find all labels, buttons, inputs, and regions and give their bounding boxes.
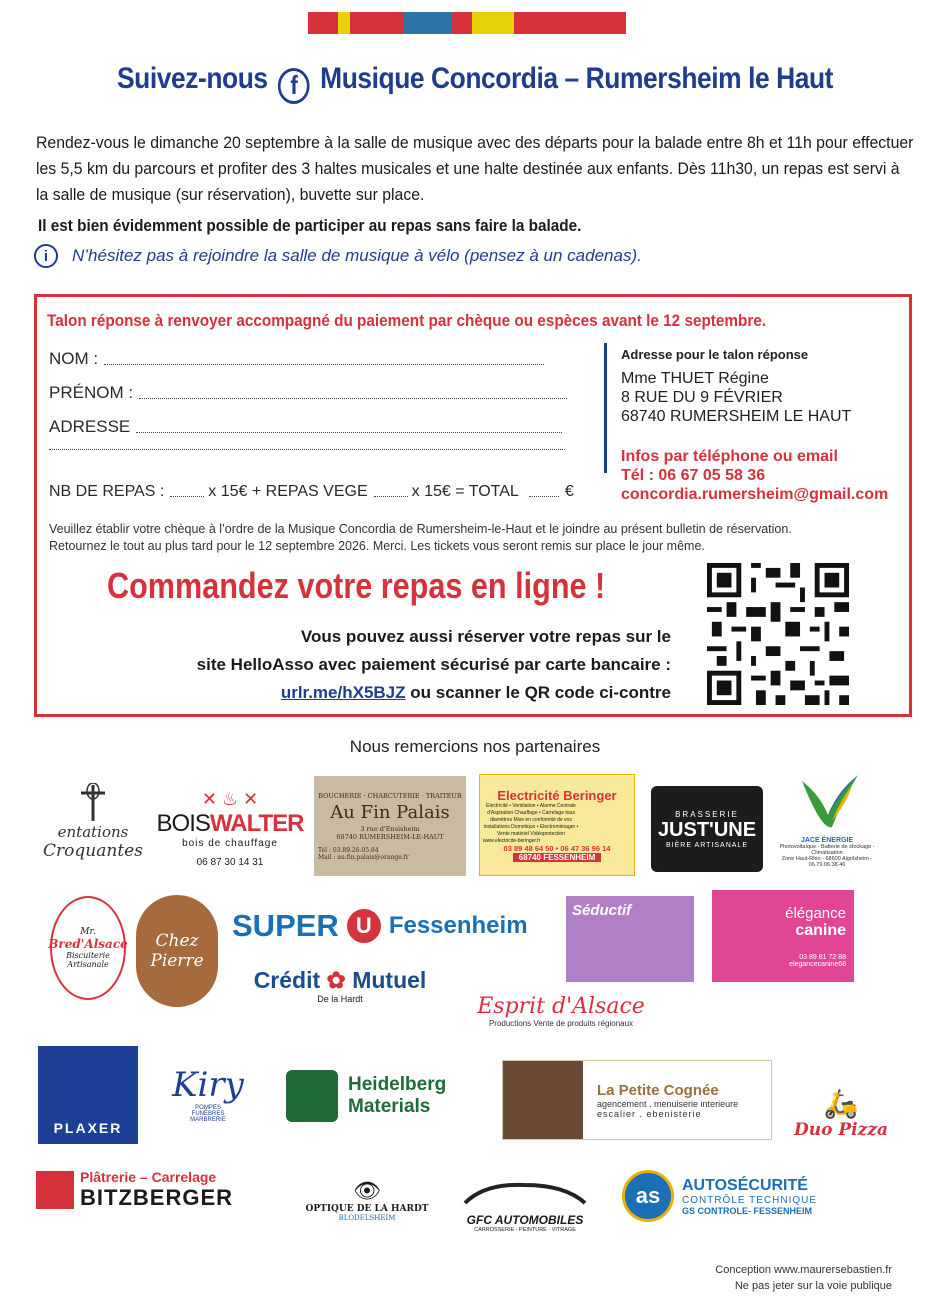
contact-block <box>621 447 888 504</box>
cta-text <box>197 623 671 707</box>
logo-autosecurite <box>622 1170 842 1222</box>
elegance-fb: elegancecanine68 <box>789 960 846 968</box>
logo-heidelberg-materials <box>286 1068 486 1124</box>
eye-icon: 👁 <box>353 1178 381 1204</box>
autosecurite-badge: as <box>622 1170 674 1222</box>
contact-email[interactable]: concordia.rumersheim@gmail.com <box>621 486 889 503</box>
logo-bred-alsace <box>50 896 126 1000</box>
repas-price: x 15€ + REPAS VEGE <box>208 483 368 500</box>
address-line: Mme THUET Régine <box>621 370 769 387</box>
payment-note <box>49 521 889 555</box>
info-note <box>34 244 642 268</box>
logo-super-u-fessenheim <box>232 906 532 946</box>
gfc-sub: CARROSSERIE · PEINTURE · VITRAGE <box>474 1227 576 1233</box>
superu-city: Fessenheim <box>388 912 528 939</box>
form-header: Talon réponse à renvoyer accompagné du paiement par chèque ou espèces avant le 12 septembre. <box>47 311 767 330</box>
credits-line: Ne pas jeter sur la voie publique <box>734 1280 892 1292</box>
total-input[interactable] <box>529 496 559 497</box>
palais-tel: Tél : 03.89.26.05.84 <box>318 846 379 854</box>
gfc-name: GFC AUTOMOBILES <box>466 1213 584 1227</box>
cognee-sub: agencement . menuiserie interieure <box>597 1098 739 1109</box>
elegance-line2: canine <box>795 921 846 939</box>
logo-chez-pierre <box>136 895 218 1007</box>
adresse-input-line-2[interactable] <box>49 449 565 450</box>
heidelberg-line1: Heidelberg <box>348 1074 447 1095</box>
logo-jace-energie <box>764 760 890 878</box>
address-line: 8 RUE DU 9 FÉVRIER <box>621 389 783 406</box>
reply-form <box>34 294 912 717</box>
prenom-field[interactable] <box>49 383 567 403</box>
vege-count-input[interactable] <box>374 496 408 497</box>
scooter-icon: 🛵 <box>823 1088 859 1119</box>
vege-price: x 15€ = TOTAL <box>411 483 519 500</box>
jace-text: Zone Haut-Rhin - 68600 Algolsheim - 06.79.06.38.46 <box>781 855 873 868</box>
cm-logo-icon: ✿ <box>326 966 346 993</box>
beringer-web: www.electricite-beringer.fr <box>483 838 541 844</box>
credits <box>715 1262 892 1294</box>
palais-name: Au Fin Palais <box>330 801 450 823</box>
logo-bitzberger <box>36 1166 286 1214</box>
beringer-phone: 03 89 48 64 50 • 06 47 36 96 14 <box>503 844 611 853</box>
address-separator <box>604 343 607 473</box>
cta-heading: Commandez votre repas en ligne ! <box>107 565 606 606</box>
cognee-sub: escalier . ebenisterie <box>597 1108 702 1119</box>
autosecurite-name: AUTOSÉCURITÉ <box>682 1176 808 1194</box>
nom-input-line[interactable] <box>104 364 544 365</box>
plaxer-name: PLAXER <box>53 1120 123 1136</box>
payment-note-line: Retournez le tout au plus tard pour le 12 septembre 2026. Merci. Les tickets vous seront remis sur place le jour même. <box>49 539 705 553</box>
prenom-label: PRÉNOM : <box>49 383 134 402</box>
title-prefix: Suivez-nous <box>116 62 268 95</box>
cm-credit: Crédit <box>253 966 321 993</box>
superu-super: SUPER <box>232 908 339 943</box>
bredalsace-mr: Mr. <box>80 927 96 937</box>
logo-gfc-automobiles <box>444 1160 606 1246</box>
logo-credit-mutuel <box>240 962 440 1008</box>
beringer-city: 68740 FESSENHEIM <box>513 853 601 862</box>
payment-note-line: Veuillez établir votre chèque à l’ordre de la Musique Concordia de Rumersheim-le-Haut et le joindre au présent bulletin de réservation. <box>49 522 792 536</box>
adresse-input-line[interactable] <box>136 432 562 433</box>
logo-seductif <box>566 896 694 982</box>
repas-label: NB DE REPAS : <box>49 483 165 500</box>
justune-top: BRASSERIE <box>675 809 739 819</box>
nom-label: NOM : <box>49 349 99 368</box>
cta-line <box>197 679 671 707</box>
bois-sub: bois de chauffage <box>182 837 278 849</box>
tentations-line2: Croquantes <box>43 841 143 861</box>
logo-bois-walter <box>156 780 304 876</box>
helloasso-link[interactable]: urlr.me/hX5BJZ <box>280 683 406 702</box>
logo-just-une <box>651 786 763 872</box>
superu-badge: U <box>347 909 381 943</box>
heidelberg-line2: Materials <box>348 1096 431 1117</box>
jace-name: JACE ÉNERGIE <box>800 836 854 844</box>
address-block <box>621 369 851 426</box>
kiry-sub: FUNÈBRES <box>191 1111 225 1117</box>
info-note-text: N’hésitez pas à rejoindre la salle de musique à vélo (pensez à un cadenas). <box>72 246 642 265</box>
chezpierre-name: Chez Pierre <box>150 931 204 971</box>
bois-phone: 06 87 30 14 31 <box>196 856 264 868</box>
seductif-name: Séductif <box>572 902 632 919</box>
tentations-line1: entations <box>57 823 129 841</box>
partners-title: Nous remercions nos partenaires <box>349 737 601 756</box>
beringer-name: Electricité Beringer <box>497 788 617 803</box>
prenom-input-line[interactable] <box>139 398 567 399</box>
optique-name: OPTIQUE DE LA HARDT <box>305 1203 429 1214</box>
esprit-name: Esprit d'Alsace <box>477 994 645 1019</box>
cm-mutuel: Mutuel <box>352 966 427 993</box>
logo-esprit-alsace <box>450 980 672 1042</box>
credits-line: Conception www.maurersebastien.fr <box>715 1264 892 1276</box>
contact-title: Infos par téléphone ou email <box>621 448 838 465</box>
bitz-line2: BITZBERGER <box>80 1185 233 1210</box>
jace-text: Photovoltaïque - Batterie de stockage - Climatisation <box>779 843 875 856</box>
kiry-name: Kiry <box>172 1065 244 1105</box>
palais-mail: Mail : au.fin.palais@orange.fr <box>318 853 409 861</box>
bold-note: Il est bien évidemment possible de participer au repas sans faire la balade. <box>38 216 582 235</box>
autosecurite-sub: CONTRÔLE TECHNIQUE <box>682 1194 818 1206</box>
elegance-line1: élégance <box>785 904 846 922</box>
euro-sign: € <box>564 483 574 500</box>
adresse-field[interactable] <box>49 417 562 437</box>
flame-icon: ✕ ♨ ✕ <box>201 788 259 809</box>
autosecurite-center: GS CONTROLE- FESSENHEIM <box>682 1205 813 1216</box>
info-icon: i <box>34 244 58 268</box>
cta-line-end: ou scanner le QR code ci-contre <box>405 683 671 702</box>
address-label: Adresse pour le talon réponse <box>621 347 809 362</box>
repas-count-input[interactable] <box>170 496 204 497</box>
wood-icon <box>503 1061 583 1139</box>
cm-sub: De la Hardt <box>317 993 363 1004</box>
kiry-sub: MARBRERIE <box>190 1117 226 1123</box>
whisk-icon <box>73 783 113 823</box>
facebook-icon[interactable]: f <box>278 68 310 104</box>
elegance-phone: 03 89 81 72 88 <box>799 953 846 961</box>
car-icon <box>455 1173 595 1213</box>
logo-electricite-beringer <box>479 774 635 876</box>
cognee-name: La Petite Cognée <box>597 1081 719 1099</box>
justune-name: JUST'UNE <box>657 818 757 841</box>
bredalsace-name: Bred'Alsace <box>48 937 128 951</box>
repas-line <box>49 483 574 501</box>
cta-line: Vous pouvez aussi réserver votre repas sur le <box>300 627 671 646</box>
logo-duo-pizza <box>784 1040 898 1140</box>
tile-icon <box>36 1171 74 1209</box>
top-color-bar <box>308 12 626 34</box>
adresse-label: ADRESSE <box>49 417 131 436</box>
logo-optique-hardt <box>300 1168 434 1232</box>
logo-la-petite-cognee <box>502 1060 772 1140</box>
duopizza-name: Duo Pizza <box>794 1120 888 1140</box>
palais-addr: 68740 RUMERSHEIM-LE-HAUT <box>336 832 444 841</box>
title-suffix: Musique Concordia – Rumersheim le Haut <box>320 62 834 95</box>
beringer-services: Electricité • Ventilation • Alarme Centrale d'Aspiration Chauffage • Carrelage tous diamètres Mise en conformité de vos installations Domotique • Electroménager • Vente matériel Vidéoprotection <box>483 803 579 837</box>
palais-addr: 3 rue d'Ensisheim <box>360 824 420 833</box>
logo-plaxer <box>38 1046 138 1144</box>
cta-line: site HelloAsso avec paiement sécurisé par carte bancaire : <box>196 655 671 674</box>
palais-top: BOUCHERIE · CHARCUTERIE · TRAITEUR <box>318 791 462 800</box>
page-title <box>57 62 893 104</box>
heidelberg-icon <box>286 1070 338 1122</box>
justune-sub: BIÈRE ARTISANALE <box>665 841 748 849</box>
logo-elegance-canine <box>712 890 854 982</box>
address-line: 68740 RUMERSHEIM LE HAUT <box>621 408 852 425</box>
logo-kiry <box>160 1046 256 1142</box>
nom-field[interactable] <box>49 349 544 369</box>
intro-paragraph: Rendez-vous le dimanche 20 septembre à la salle de musique avec des départs pour la balade entre 8h et 11h pour effectuer les 5,5 km du parcours et profiter des 3 haltes musicales et une halte destinée aux enfants. Dès 11h30, un repas est servi à la salle de musique (sur réservation), buvette sur place. <box>36 133 914 204</box>
leaf-icon <box>792 771 862 837</box>
qr-code[interactable] <box>707 563 849 705</box>
logo-au-fin-palais <box>314 776 466 876</box>
contact-phone[interactable]: Tél : 06 67 05 58 36 <box>621 467 766 484</box>
optique-city: BLODELSHEIM <box>338 1213 396 1222</box>
bois-text: BOIS <box>156 809 210 837</box>
adresse-field-2[interactable] <box>49 449 565 454</box>
bitz-line1: Plâtrerie – Carrelage <box>80 1169 217 1185</box>
kiry-sub: POMPES <box>195 1105 221 1111</box>
logo-tentations-croquantes <box>36 770 150 874</box>
walter-text: WALTER <box>209 809 304 837</box>
bredalsace-sub: Biscuiterie Artisanale <box>66 951 110 969</box>
esprit-sub: Productions Vente de produits régionaux <box>488 1019 634 1028</box>
